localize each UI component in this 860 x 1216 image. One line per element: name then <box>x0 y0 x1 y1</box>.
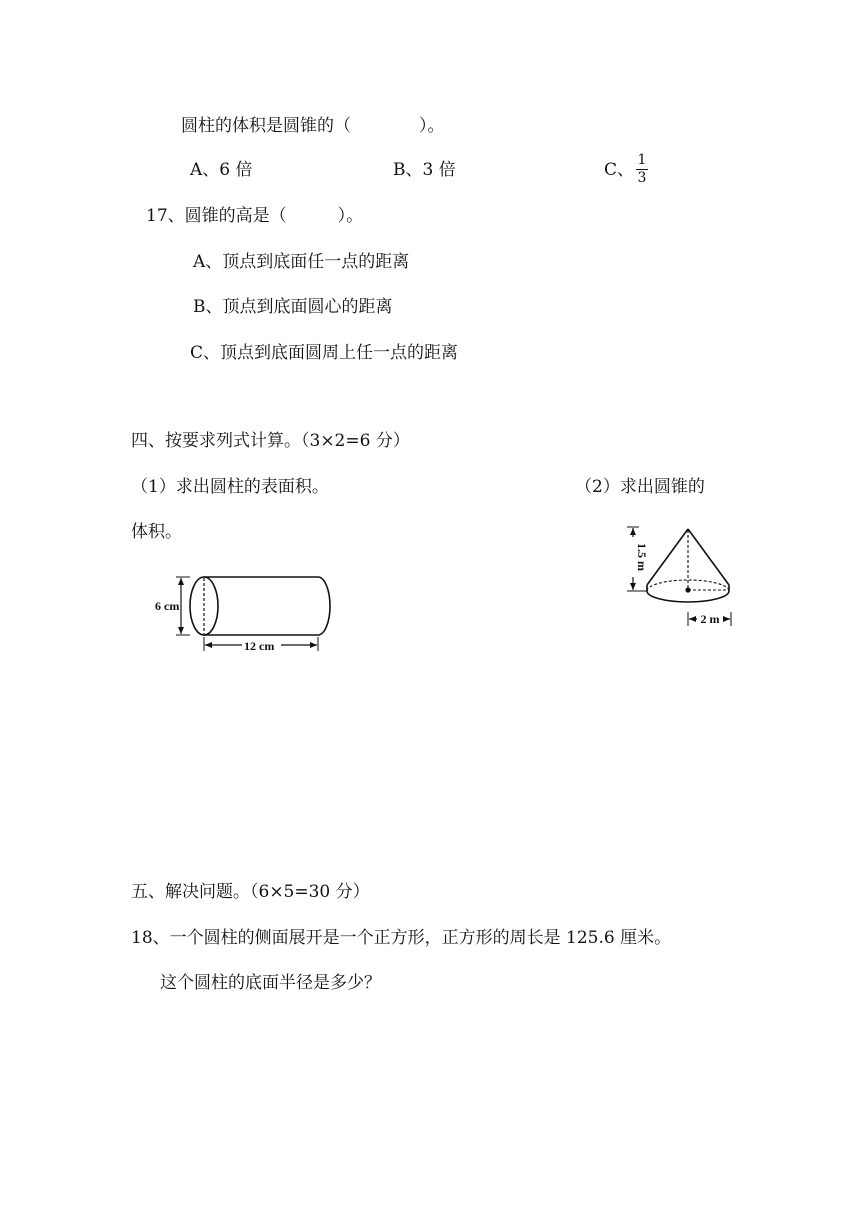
cylinder-length-label: 12 cm <box>244 639 275 653</box>
cone-slant-left <box>647 529 688 585</box>
section4-task2-cont: 体积。 <box>131 522 182 542</box>
q18-line1: 18、一个圆柱的侧面展开是一个正方形，正方形的周长是 125.6 厘米。 <box>131 928 672 948</box>
cone-height-label: 1.5 m <box>635 543 649 571</box>
cylinder-diagram <box>150 565 340 660</box>
arrow-head <box>178 578 184 585</box>
q17-option-b: B、顶点到底面圆心的距离 <box>193 297 393 317</box>
q16-option-c-fraction <box>636 153 648 186</box>
arrow-head <box>630 528 636 535</box>
cone-slant-right <box>688 529 729 585</box>
section4-task2: （2）求出圆锥的 <box>575 477 705 497</box>
cone-base-center <box>685 587 690 592</box>
fraction-denominator: 3 <box>637 170 647 186</box>
fraction-numerator: 1 <box>637 152 647 168</box>
arrow-head <box>205 642 212 648</box>
q16-option-b: B、3 倍 <box>393 160 456 180</box>
q16-stem: 圆柱的体积是圆锥的（ ）。 <box>181 116 445 136</box>
q16-option-c-prefix: C、 <box>604 160 635 180</box>
section5-title: 五、解决问题。（6×5=30 分） <box>131 882 370 902</box>
q17-stem: 17、圆锥的高是（ ）。 <box>146 206 364 226</box>
cone-diagram <box>620 520 745 632</box>
cone-radius-label: 2 m <box>700 612 720 626</box>
arrow-head <box>630 583 636 590</box>
q18-line2: 这个圆柱的底面半径是多少？ <box>160 973 381 993</box>
cone-base-front <box>647 591 729 602</box>
section4-task1: （1）求出圆柱的表面积。 <box>131 477 329 497</box>
section4-title: 四、按要求列式计算。（3×2=6 分） <box>131 431 410 451</box>
arrow-head <box>723 616 730 622</box>
q16-option-a: A、6 倍 <box>190 160 253 180</box>
q17-option-c: C、顶点到底面圆周上任一点的距离 <box>190 343 459 363</box>
arrow-head <box>310 642 317 648</box>
cylinder-body <box>204 577 330 635</box>
arrow-head <box>178 627 184 634</box>
q17-option-a: A、顶点到底面任一点的距离 <box>193 252 410 272</box>
cylinder-diameter-label: 6 cm <box>155 599 180 613</box>
arrow-head <box>689 616 696 622</box>
